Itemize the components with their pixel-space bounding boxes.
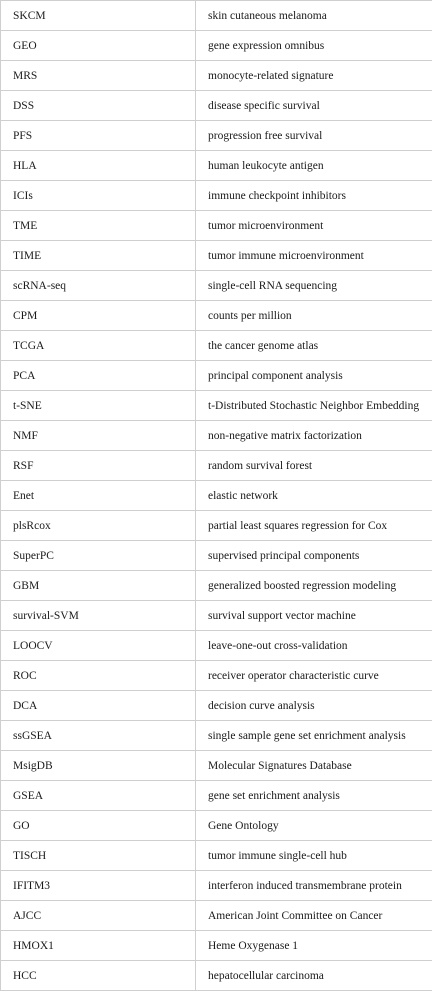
abbreviation-cell: NMF: [1, 421, 196, 451]
abbreviation-cell: SKCM: [1, 1, 196, 31]
abbreviation-cell: MsigDB: [1, 751, 196, 781]
abbreviation-cell: plsRcox: [1, 511, 196, 541]
table-row: [1, 151, 432, 181]
definition-cell: receiver operator characteristic curve: [196, 661, 432, 691]
abbreviation-cell: MRS: [1, 61, 196, 91]
table-row: [1, 901, 432, 931]
abbreviation-cell: survival-SVM: [1, 601, 196, 631]
table-body: [1, 1, 432, 991]
definition-cell: supervised principal components: [196, 541, 432, 571]
definition-cell: gene set enrichment analysis: [196, 781, 432, 811]
abbreviation-cell: t-SNE: [1, 391, 196, 421]
definition-cell: single-cell RNA sequencing: [196, 271, 432, 301]
abbreviation-cell: GO: [1, 811, 196, 841]
abbreviation-cell: GEO: [1, 31, 196, 61]
definition-cell: disease specific survival: [196, 91, 432, 121]
table-row: [1, 931, 432, 961]
abbreviation-cell: AJCC: [1, 901, 196, 931]
definition-cell: hepatocellular carcinoma: [196, 961, 432, 991]
table-row: [1, 241, 432, 271]
definition-cell: interferon induced transmembrane protein: [196, 871, 432, 901]
table-row: [1, 541, 432, 571]
definition-cell: counts per million: [196, 301, 432, 331]
table-row: [1, 1, 432, 31]
definition-cell: monocyte-related signature: [196, 61, 432, 91]
table-row: [1, 661, 432, 691]
table-row: [1, 811, 432, 841]
table-row: [1, 481, 432, 511]
abbreviation-cell: HCC: [1, 961, 196, 991]
definition-cell: human leukocyte antigen: [196, 151, 432, 181]
abbreviation-cell: HLA: [1, 151, 196, 181]
table-row: [1, 691, 432, 721]
table-row: [1, 511, 432, 541]
definition-cell: leave-one-out cross-validation: [196, 631, 432, 661]
table-row: [1, 361, 432, 391]
definition-cell: partial least squares regression for Cox: [196, 511, 432, 541]
definition-cell: skin cutaneous melanoma: [196, 1, 432, 31]
table-row: [1, 181, 432, 211]
definition-cell: the cancer genome atlas: [196, 331, 432, 361]
table-row: [1, 91, 432, 121]
table-row: [1, 421, 432, 451]
definition-cell: generalized boosted regression modeling: [196, 571, 432, 601]
table-row: [1, 781, 432, 811]
table-row: [1, 451, 432, 481]
abbreviation-cell: LOOCV: [1, 631, 196, 661]
table-row: [1, 961, 432, 991]
definition-cell: single sample gene set enrichment analysis: [196, 721, 432, 751]
definition-cell: decision curve analysis: [196, 691, 432, 721]
table-row: [1, 391, 432, 421]
table-row: [1, 211, 432, 241]
definition-cell: elastic network: [196, 481, 432, 511]
abbreviation-cell: PFS: [1, 121, 196, 151]
definition-cell: American Joint Committee on Cancer: [196, 901, 432, 931]
definition-cell: tumor immune microenvironment: [196, 241, 432, 271]
definition-cell: progression free survival: [196, 121, 432, 151]
abbreviation-cell: TISCH: [1, 841, 196, 871]
definition-cell: gene expression omnibus: [196, 31, 432, 61]
table-row: [1, 601, 432, 631]
table-row: [1, 301, 432, 331]
abbreviation-cell: HMOX1: [1, 931, 196, 961]
table-row: [1, 571, 432, 601]
table-row: [1, 331, 432, 361]
table-row: [1, 121, 432, 151]
abbreviation-cell: TCGA: [1, 331, 196, 361]
abbreviation-cell: CPM: [1, 301, 196, 331]
abbreviation-cell: ssGSEA: [1, 721, 196, 751]
definition-cell: Gene Ontology: [196, 811, 432, 841]
abbreviation-cell: DSS: [1, 91, 196, 121]
abbreviation-cell: RSF: [1, 451, 196, 481]
abbreviation-cell: ROC: [1, 661, 196, 691]
table-row: [1, 751, 432, 781]
definition-cell: principal component analysis: [196, 361, 432, 391]
definition-cell: random survival forest: [196, 451, 432, 481]
definition-cell: Heme Oxygenase 1: [196, 931, 432, 961]
abbreviation-cell: TIME: [1, 241, 196, 271]
definition-cell: tumor microenvironment: [196, 211, 432, 241]
definition-cell: survival support vector machine: [196, 601, 432, 631]
abbreviation-cell: SuperPC: [1, 541, 196, 571]
table-row: [1, 61, 432, 91]
table-row: [1, 271, 432, 301]
abbreviation-cell: Enet: [1, 481, 196, 511]
definition-cell: t-Distributed Stochastic Neighbor Embedding: [196, 391, 432, 421]
abbreviation-cell: PCA: [1, 361, 196, 391]
abbreviation-cell: IFITM3: [1, 871, 196, 901]
table-row: [1, 31, 432, 61]
table-row: [1, 721, 432, 751]
abbreviation-cell: TME: [1, 211, 196, 241]
table-row: [1, 631, 432, 661]
abbreviation-cell: GSEA: [1, 781, 196, 811]
definition-cell: tumor immune single-cell hub: [196, 841, 432, 871]
definition-cell: Molecular Signatures Database: [196, 751, 432, 781]
abbreviation-cell: DCA: [1, 691, 196, 721]
table-row: [1, 841, 432, 871]
definition-cell: non-negative matrix factorization: [196, 421, 432, 451]
abbreviation-cell: ICIs: [1, 181, 196, 211]
table-row: [1, 871, 432, 901]
abbreviation-cell: GBM: [1, 571, 196, 601]
abbreviation-cell: scRNA-seq: [1, 271, 196, 301]
definition-cell: immune checkpoint inhibitors: [196, 181, 432, 211]
